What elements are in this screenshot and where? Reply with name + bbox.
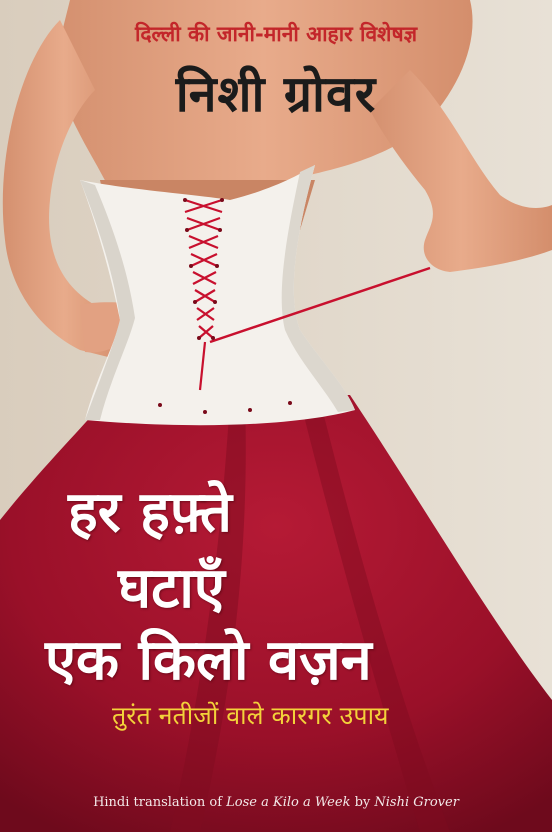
credit-prefix: Hindi translation of [93, 795, 227, 810]
author-name: निशी ग्रोवर [175, 65, 377, 123]
title-line-3: एक किलो वज़न [45, 628, 372, 693]
author-tagline: दिल्ली की जानी-मानी आहार विशेषज्ञ [134, 22, 418, 46]
original-author: Nishi Grover [374, 795, 459, 810]
title-line-1: हर हफ़्ते [68, 480, 232, 545]
translation-credit [0, 795, 552, 810]
credit-by: by [350, 795, 375, 810]
original-book-title: Lose a Kilo a Week [226, 795, 351, 810]
title-line-2: घटाएँ [118, 556, 225, 621]
subtitle: तुरंत नतीजों वाले कारगर उपाय [112, 701, 389, 730]
